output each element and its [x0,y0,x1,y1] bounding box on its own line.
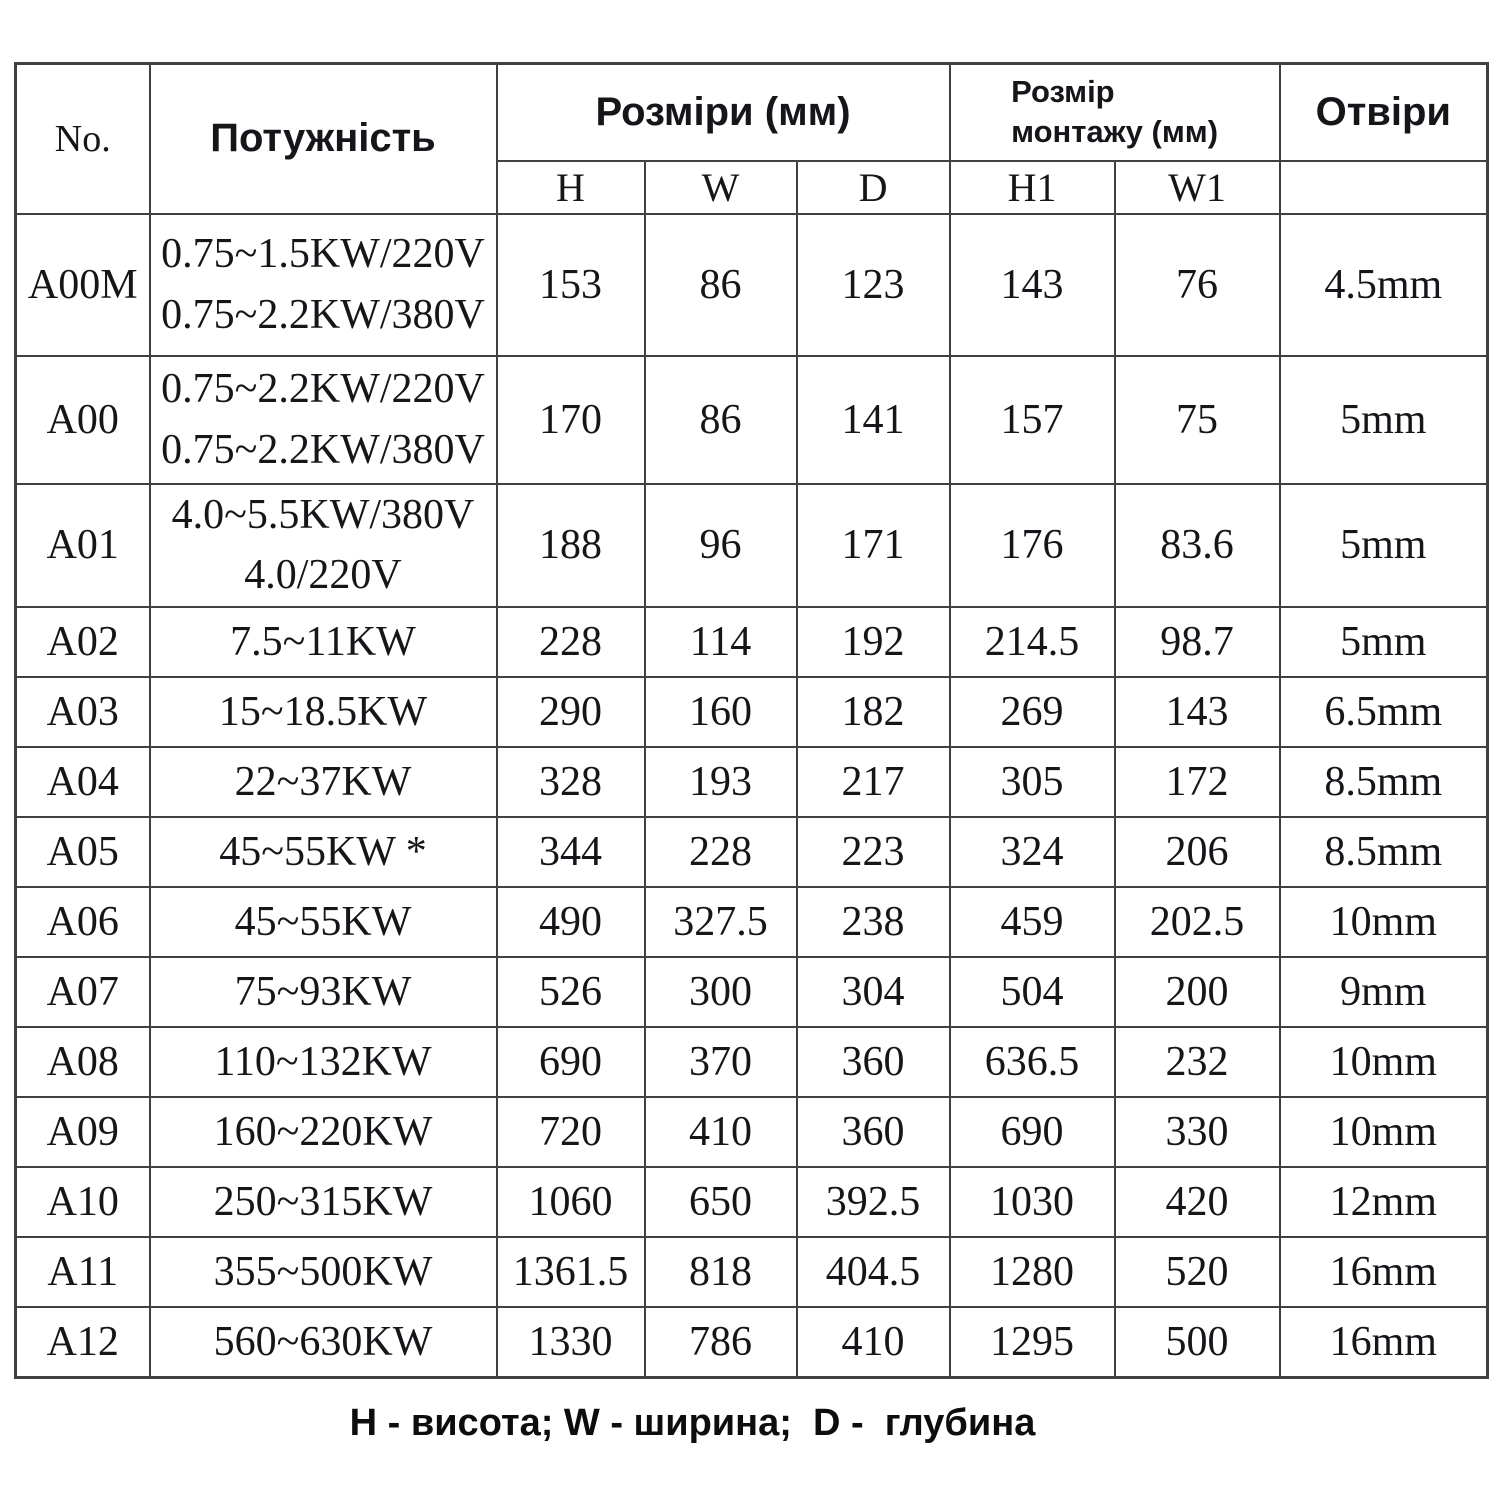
table-row [16,1307,1488,1377]
cell-h: 1330 [497,1307,645,1377]
cell-h: 526 [497,957,645,1027]
cell-w: 818 [645,1237,797,1307]
cell-h1: 324 [950,817,1115,887]
cell-d: 404.5 [797,1237,950,1307]
cell-w1: 143 [1115,677,1280,747]
cell-w: 228 [645,817,797,887]
cell-no: A02 [16,607,150,677]
cell-w1: 172 [1115,747,1280,817]
subheader-w: W [645,161,797,214]
cell-h1: 636.5 [950,1027,1115,1097]
table-row [16,1097,1488,1167]
cell-w1: 330 [1115,1097,1280,1167]
table-row [16,214,1488,356]
cell-w1: 83.6 [1115,484,1280,608]
table-row [16,1167,1488,1237]
header-row-main [16,64,1488,161]
table-row [16,1237,1488,1307]
cell-no: A06 [16,887,150,957]
cell-no: A09 [16,1097,150,1167]
header-dimensions: Розміри (мм) [497,64,950,161]
cell-d: 238 [797,887,950,957]
cell-d: 141 [797,356,950,484]
header-power: Потужність [150,64,497,214]
cell-h: 170 [497,356,645,484]
cell-h1: 459 [950,887,1115,957]
table-row [16,607,1488,677]
power-line: 0.75~1.5KW/220V [161,230,485,277]
cell-h: 490 [497,887,645,957]
cell-holes: 6.5mm [1280,677,1488,747]
subheader-h: H [497,161,645,214]
cell-h: 228 [497,607,645,677]
header-mounting [950,64,1280,161]
cell-w: 96 [645,484,797,608]
cell-w: 86 [645,356,797,484]
cell-h1: 157 [950,356,1115,484]
cell-d: 360 [797,1097,950,1167]
cell-holes: 10mm [1280,1097,1488,1167]
cell-w1: 520 [1115,1237,1280,1307]
cell-holes: 16mm [1280,1237,1488,1307]
cell-w: 160 [645,677,797,747]
cell-w1: 200 [1115,957,1280,1027]
cell-no: A01 [16,484,150,608]
cell-h1: 1295 [950,1307,1115,1377]
cell-no: A00M [16,214,150,356]
cell-d: 304 [797,957,950,1027]
header-mounting-line2: монтажу (мм) [1011,114,1219,150]
cell-h1: 504 [950,957,1115,1027]
cell-w: 650 [645,1167,797,1237]
subheader-d: D [797,161,950,214]
subheader-holes-empty [1280,161,1488,214]
table-row [16,887,1488,957]
table-row [16,1027,1488,1097]
cell-h1: 214.5 [950,607,1115,677]
cell-power: 7.5~11KW [150,607,497,677]
table-row [16,957,1488,1027]
cell-no: A07 [16,957,150,1027]
power-line: 0.75~2.2KW/380V [161,426,485,473]
cell-h1: 143 [950,214,1115,356]
cell-no: A05 [16,817,150,887]
cell-h: 328 [497,747,645,817]
cell-power [150,356,497,484]
cell-w: 300 [645,957,797,1027]
cell-holes: 8.5mm [1280,747,1488,817]
cell-power: 110~132KW [150,1027,497,1097]
power-line: 4.0~5.5KW/380V [171,491,475,538]
cell-d: 217 [797,747,950,817]
cell-d: 410 [797,1307,950,1377]
cell-w1: 500 [1115,1307,1280,1377]
legend-text: H - висота; W - ширина; D - глубина [349,1402,1036,1444]
cell-w: 193 [645,747,797,817]
header-mounting-line1: Розмір [1011,73,1115,109]
cell-w1: 202.5 [1115,887,1280,957]
cell-h: 720 [497,1097,645,1167]
cell-no: A11 [16,1237,150,1307]
cell-holes: 9mm [1280,957,1488,1027]
cell-d: 223 [797,817,950,887]
cell-w1: 232 [1115,1027,1280,1097]
cell-w1: 98.7 [1115,607,1280,677]
cell-power: 45~55KW * [150,817,497,887]
cell-w1: 76 [1115,214,1280,356]
cell-h: 290 [497,677,645,747]
cell-w: 86 [645,214,797,356]
cell-power: 355~500KW [150,1237,497,1307]
table-row [16,747,1488,817]
cell-power: 45~55KW [150,887,497,957]
cell-h: 1060 [497,1167,645,1237]
cell-h1: 1280 [950,1237,1115,1307]
cell-power: 15~18.5KW [150,677,497,747]
header-holes: Отвіри [1280,64,1488,161]
cell-holes: 5mm [1280,607,1488,677]
cell-d: 171 [797,484,950,608]
cell-d: 123 [797,214,950,356]
header-mounting-block [1011,72,1218,153]
cell-w1: 420 [1115,1167,1280,1237]
cell-w: 786 [645,1307,797,1377]
cell-holes: 4.5mm [1280,214,1488,356]
cell-holes: 10mm [1280,887,1488,957]
cell-w: 114 [645,607,797,677]
table-row [16,817,1488,887]
cell-no: A10 [16,1167,150,1237]
header-no: No. [16,64,150,214]
cell-no: A08 [16,1027,150,1097]
cell-power [150,214,497,356]
cell-h1: 269 [950,677,1115,747]
cell-power: 22~37KW [150,747,497,817]
cell-w: 327.5 [645,887,797,957]
table-row [16,484,1488,608]
cell-holes: 5mm [1280,356,1488,484]
cell-w1: 206 [1115,817,1280,887]
cell-h: 153 [497,214,645,356]
cell-d: 360 [797,1027,950,1097]
cell-h1: 690 [950,1097,1115,1167]
cell-no: A04 [16,747,150,817]
power-line: 0.75~2.2KW/380V [161,291,485,338]
cell-holes: 12mm [1280,1167,1488,1237]
cell-d: 182 [797,677,950,747]
table-row [16,677,1488,747]
cell-power: 250~315KW [150,1167,497,1237]
cell-w: 410 [645,1097,797,1167]
cell-power: 75~93KW [150,957,497,1027]
cell-power: 160~220KW [150,1097,497,1167]
subheader-h1: H1 [950,161,1115,214]
subheader-w1: W1 [1115,161,1280,214]
cell-no: A03 [16,677,150,747]
cell-h: 1361.5 [497,1237,645,1307]
cell-w: 370 [645,1027,797,1097]
cell-holes: 16mm [1280,1307,1488,1377]
cell-h: 188 [497,484,645,608]
spec-table [14,62,1489,1379]
power-line: 0.75~2.2KW/220V [161,365,485,412]
cell-h1: 176 [950,484,1115,608]
power-line: 4.0/220V [244,552,402,599]
cell-h: 690 [497,1027,645,1097]
cell-w1: 75 [1115,356,1280,484]
cell-d: 192 [797,607,950,677]
cell-holes: 8.5mm [1280,817,1488,887]
cell-h: 344 [497,817,645,887]
table-row [16,356,1488,484]
cell-no: A12 [16,1307,150,1377]
cell-h1: 1030 [950,1167,1115,1237]
cell-holes: 10mm [1280,1027,1488,1097]
cell-holes: 5mm [1280,484,1488,608]
cell-d: 392.5 [797,1167,950,1237]
cell-power [150,484,497,608]
cell-power: 560~630KW [150,1307,497,1377]
cell-no: A00 [16,356,150,484]
cell-h1: 305 [950,747,1115,817]
